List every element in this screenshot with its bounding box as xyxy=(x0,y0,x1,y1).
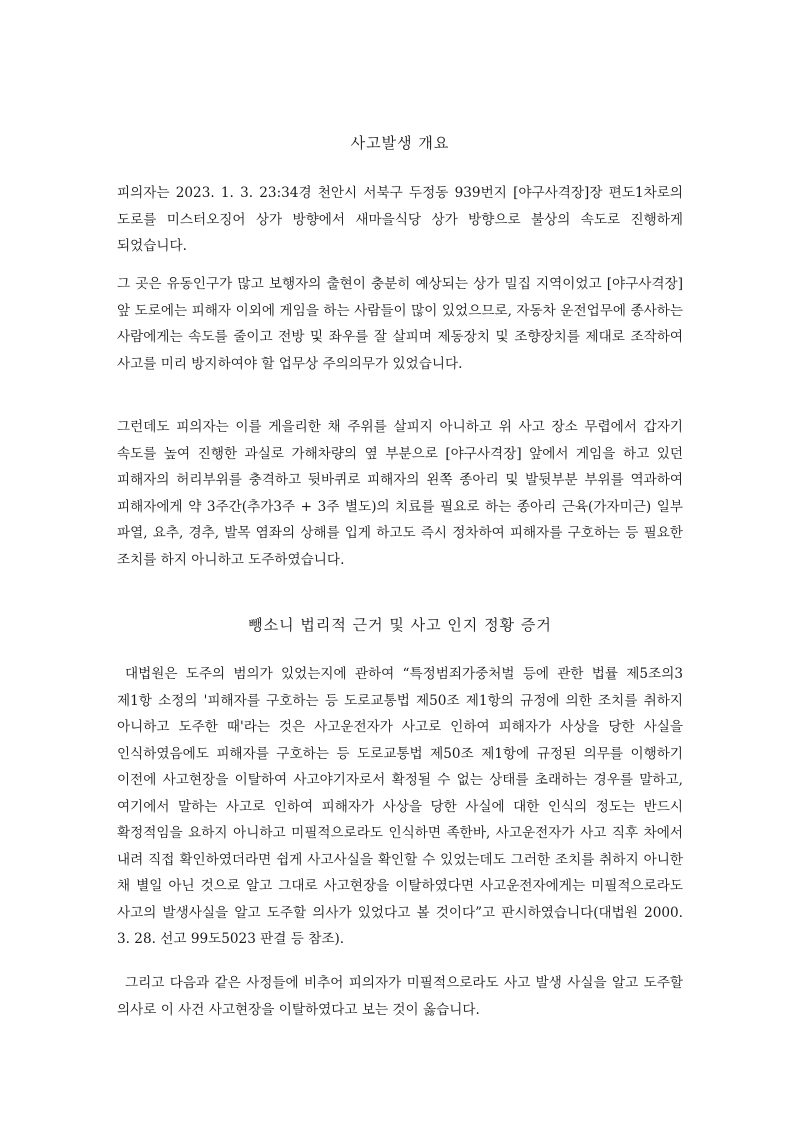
paragraph-conclusion: 그리고 다음과 같은 사정들에 비추어 피의자가 미필적으로라도 사고 발생 사실을 알고 도주할 의사로 이 사건 사고현장을 이탈하였다고 보는 것이 옳습니다. xyxy=(117,975,683,1018)
paragraph-supreme-court-ruling: 대법원은 도주의 범의가 있었는지에 관하여 “특정범죄가중처벌 등에 관한 법률 제5조의3 제1항 소정의 '피해자를 구호하는 등 도로교통법 제50조 제1항의 규정에 의한 조치를 취하지 아니하고 도주한 때'라는 것은 사고운전자가 사고로 인하여 피해자가 사상을 당한 사실을 인식하였음에도 피해자를 구호하는 등 도로교통법 제50조 제1항에 규정된 의무를 이행하기 이전에 사고현장을 이탈하여 사고야기자로서 확정될 수 없는 상태를 초래하는 경우를 말하고, 여기에서 말하는 사고로 인하여 피해자가 사상을 당한 사실에 대한 인식의 정도는 반드시 확정적임을 요하지 아니하고 미필적으로라도 인식하면 족한바, 사고운전자가 사고 직후 차에서 내려 직접 확인하였더라면 쉽게 사고사실을 확인할 수 있었는데도 그러한 조치를 취하지 아니한 채 별일 아닌 것으로 알고 그대로 사고현장을 이탈하였다면 사고운전자에게는 미필적으로라도 사고의 발생사실을 알고 도주할 의사가 있었다고 볼 것이다”고 판시하였습니다(대법원 2000. 3. 28. 선고 99도5023 판결 등 참조). xyxy=(117,666,683,947)
section-heading-legal-basis: 뺑소니 법리적 근거 및 사고 인지 정황 증거 xyxy=(248,616,552,634)
paragraph-accident-location: 피의자는 2023. 1. 3. 23:34경 천안시 서북구 두정동 939번지 [야구사격장]장 편도1차로의 도로를 미스터오징어 상가 방향에서 새마을식당 상가 방향으로 불상의 속도로 진행하게 되었습니다. xyxy=(117,185,683,254)
paragraph-negligence-and-flight: 그런데도 피의자는 이를 게을리한 채 주위를 살피지 아니하고 위 사고 장소 무렵에서 갑자기 속도를 높여 진행한 과실로 가해차량의 옆 부분으로 [야구사격장] 앞에서 게임을 하고 있던 피해자의 허리부위를 충격하고 뒷바퀴로 피해자의 왼쪽 종아리 및 발뒷부분 부위를 역과하여 피해자에게 약 3주간(추가3주 + 3주 별도)의 치료를 필요로 하는 종아리 근육(가자미근) 일부 파열, 요추, 경추, 발목 염좌의 상해를 입게 하고도 즉시 정차하여 피해자를 구호하는 등 필요한 조치를 하지 아니하고 도주하였습니다. xyxy=(117,419,683,568)
paragraph-duty-of-care: 그 곳은 유동인구가 많고 보행자의 출현이 충분히 예상되는 상가 밀집 지역이었고 [야구사격장] 앞 도로에는 피해자 이외에 게임을 하는 사람들이 많이 있었으므로, 자동차 운전업무에 종사하는 사람에게는 속도를 줄이고 전방 및 좌우를 잘 살피며 제동장치 및 조향장치를 제대로 조작하여 사고를 미리 방지하여야 할 업무상 주의의무가 있었습니다. xyxy=(117,276,683,372)
section-heading-accident-overview: 사고발생 개요 xyxy=(350,134,450,152)
